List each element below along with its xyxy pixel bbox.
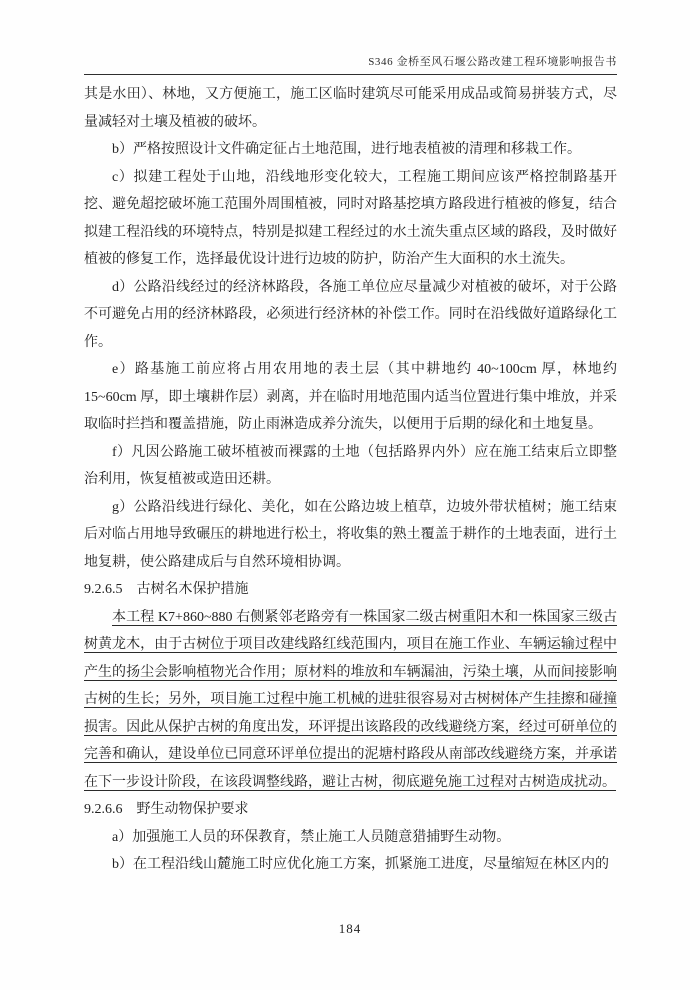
paragraph: b）在工程沿线山麓施工时应优化施工方案，抓紧施工进度，尽量缩短在林区内的: [112, 857, 609, 872]
document-body: [84, 81, 617, 879]
paragraph: c）拟建工程处于山地，沿线地形变化较大，工程施工期间应该严格控制路基开挖、避免超挖破坏施工范围外周围植被，同时对路基挖填方路段进行植被的修复，结合拟建工程沿线的环境特点，特别是拟建工程经过的水土流失重点区域的路段，及时做好植被的修复工作，选择最优设计进行边坡的防护，防治产生大面积的水土流失。: [84, 169, 617, 267]
paragraph: 其是水田）、林地，又方便施工，施工区临时建筑尽可能采用成品或简易拼装方式，尽量减轻对土壤及植被的破坏。: [84, 87, 617, 130]
paragraph: d）公路沿线经过的经济林路段，各施工单位应尽量减少对植被的破坏，对于公路不可避免占用的经济林路段，必须进行经济林的补偿工作。同时在沿线做好道路绿化工作。: [84, 279, 617, 350]
page-header: [84, 0, 617, 75]
page-footer: [0, 921, 700, 937]
page-number: 184: [338, 921, 362, 936]
paragraph: a）加强施工人员的环保教育，禁止施工人员随意猎捕野生动物。: [112, 829, 511, 845]
header-title: S346 金桥至风石堰公路改建工程环境影响报告书: [368, 56, 617, 68]
section-heading: 9.2.6.5 古树名木保护措施: [84, 582, 249, 597]
paragraph: g）公路沿线进行绿化、美化，如在公路边坡上植草，边坡外带状植树；施工结束后对临占用地导致碾压的耕地进行松土，将收集的熟土覆盖于耕作的土地表面，进行土地复耕，使公路建成后与自然环境相协调。: [84, 499, 617, 570]
paragraph: e）路基施工前应将占用农用地的表土层（其中耕地约 40~100cm 厚，林地约 15~60cm 厚，即土壤耕作层）剥离，并在临时用地范围内适当位置进行集中堆放，并采取临时拦挡和覆盖措施，防止雨淋造成养分流失，以便用于后期的绿化和土地复垦。: [84, 362, 617, 432]
paragraph: 本工程 K7+860~880 右侧紧邻老路旁有一株国家二级古树重阳木和一株国家三级古树黄龙木，由于古树位于项目改建线路红线范围内，项目在施工作业、车辆运输过程中产生的扬尘会影响植物光合作用；原材料的堆放和车辆漏油，污染土壤，从而间接影响古树的生长；另外，项目施工过程中施工机械的进驻很容易对古树树体产生挂擦和碰撞损害。因此从保护古树的角度出发，环评提出该路段的改线避绕方案，经过可研单位的完善和确认，建设单位已同意环评单位提出的泥塘村路段从南部改线避绕方案，并承诺在下一步设计阶段，在该段调整线路，避让古树，彻底避免施工过程对古树造成扰动。: [84, 609, 617, 790]
paragraph: f）凡因公路施工破坏植被而裸露的土地（包括路界内外）应在施工结束后立即整治利用，恢复植被或造田还耕。: [84, 444, 617, 487]
paragraph: b）严格按照设计文件确定征占土地范围，进行地表植被的清理和移栽工作。: [112, 142, 581, 157]
section-heading: 9.2.6.6 野生动物保护要求: [84, 802, 249, 817]
